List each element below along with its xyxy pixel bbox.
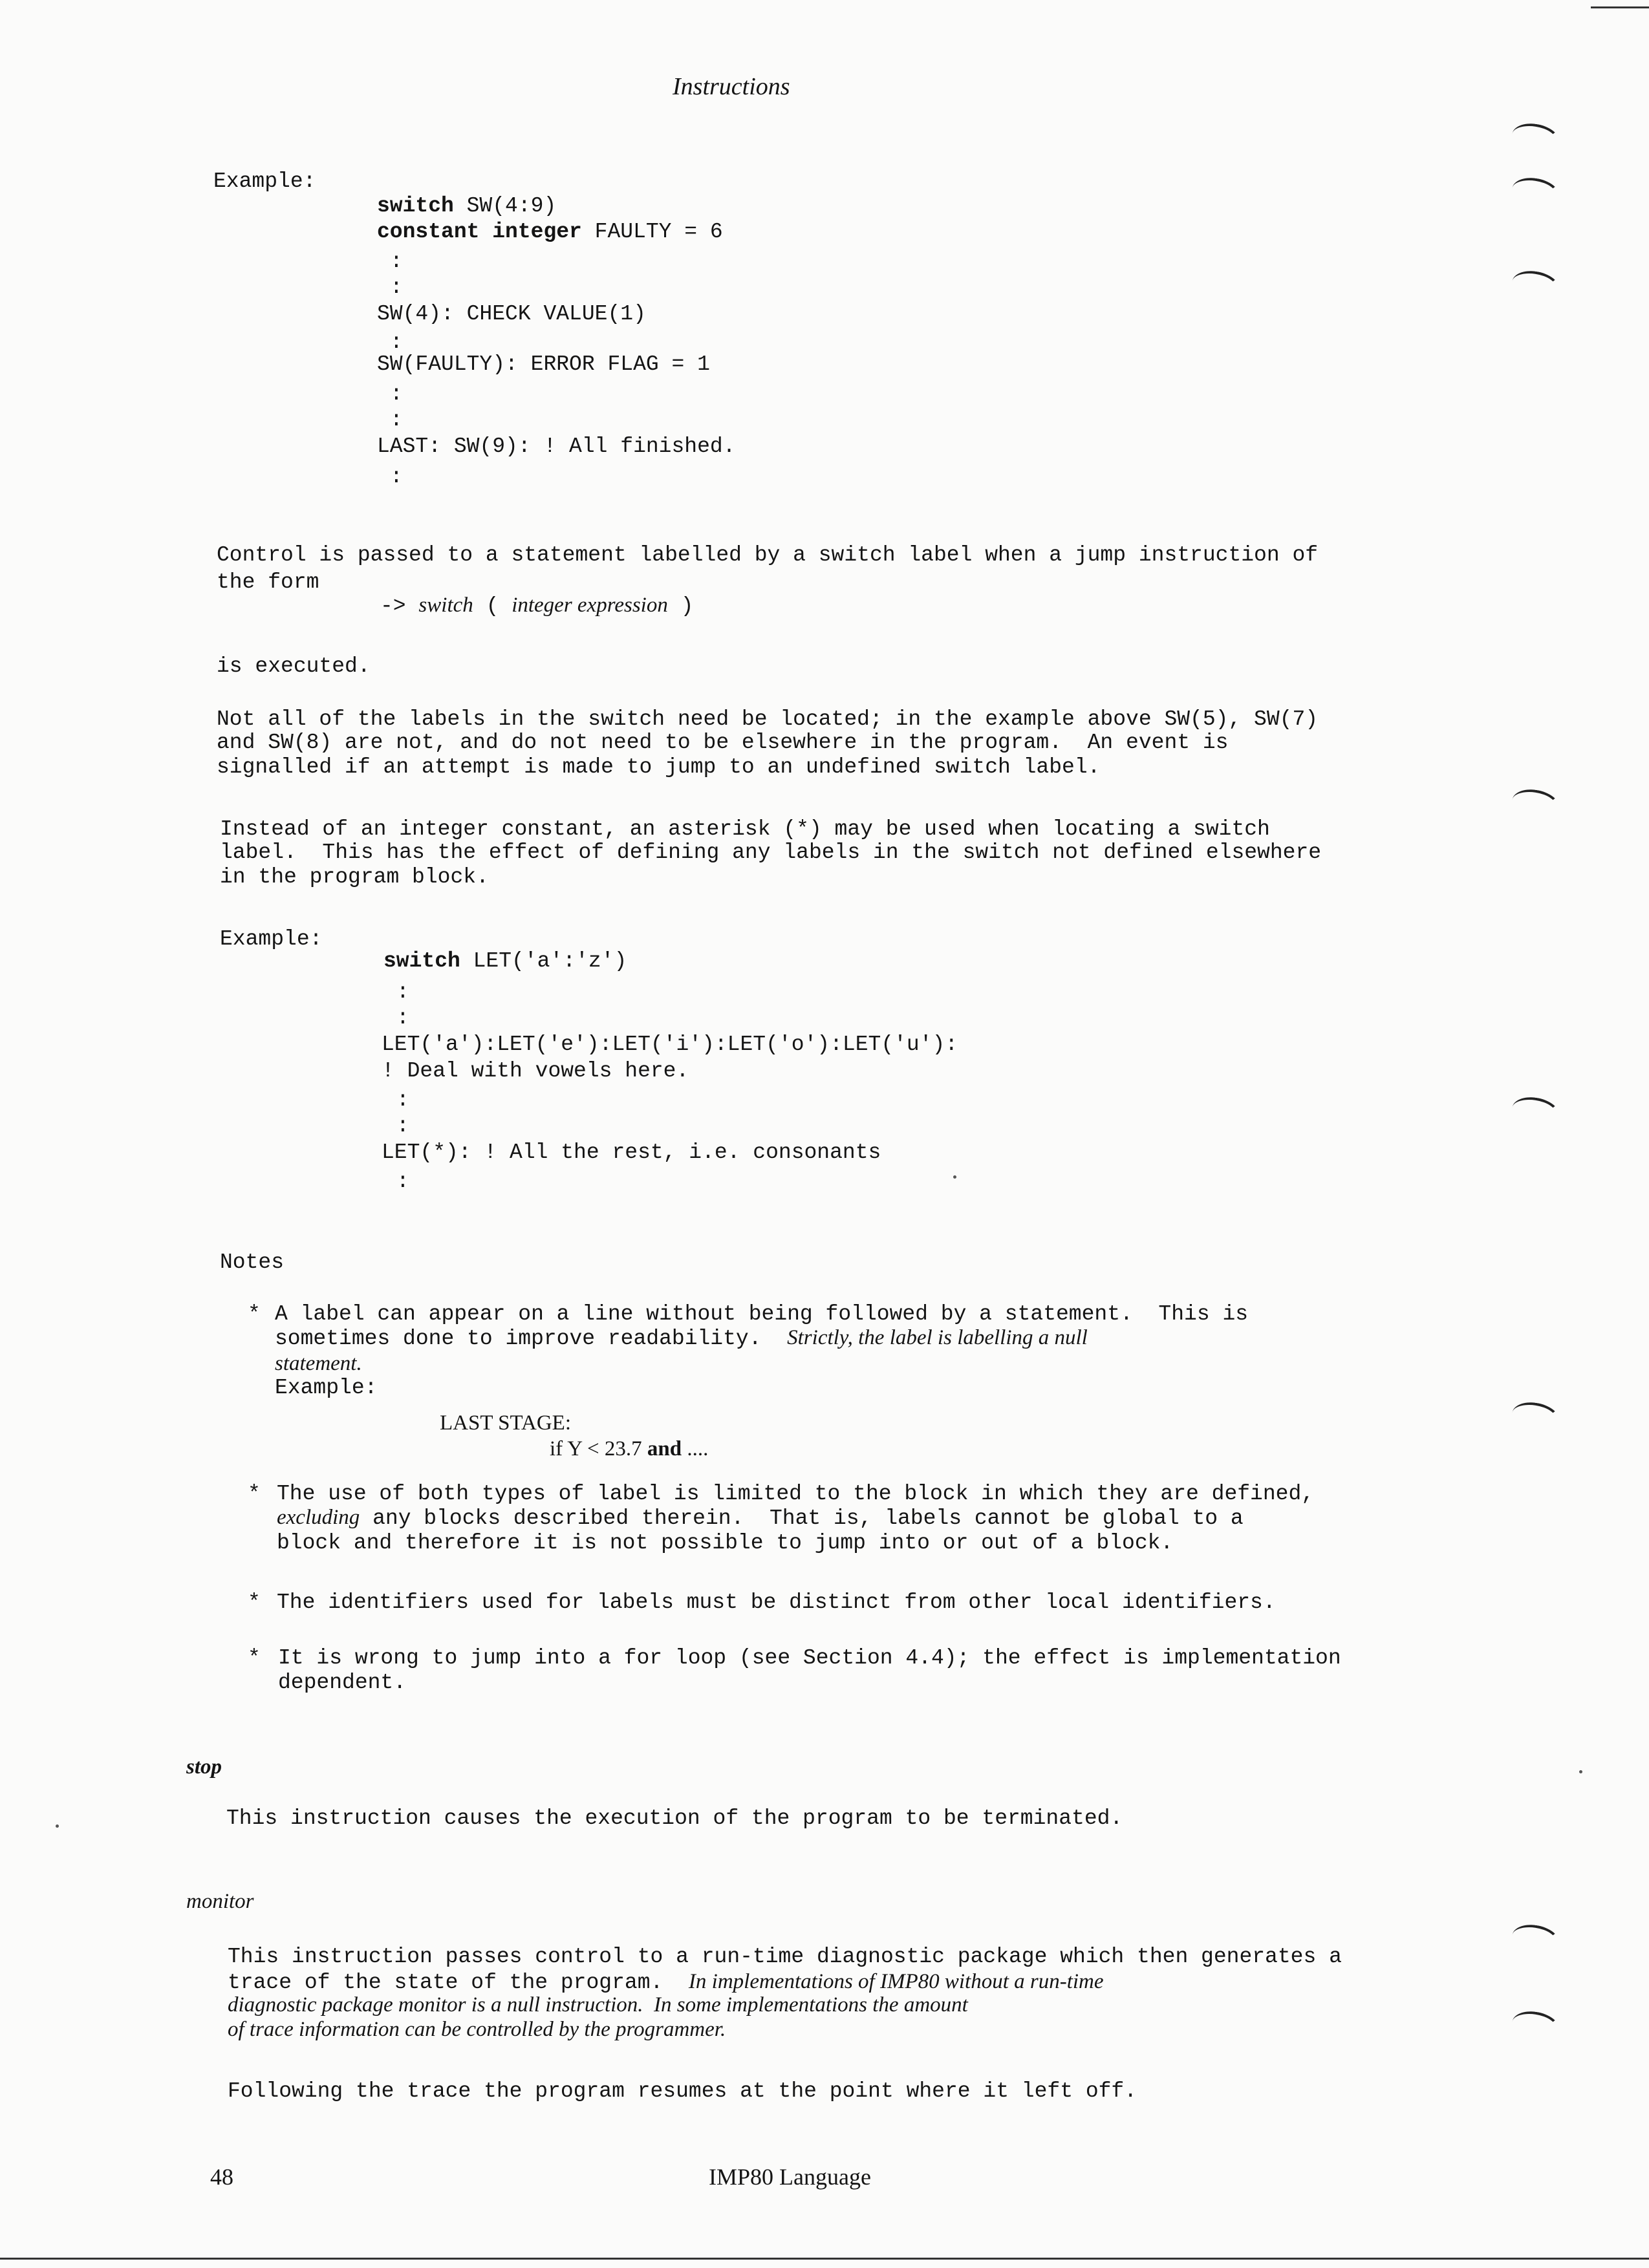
code-text: FAULTY = 6 bbox=[581, 220, 723, 244]
scan-speck bbox=[1579, 1770, 1582, 1773]
note-line: dependent. bbox=[278, 1671, 407, 1695]
keyword: switch bbox=[377, 194, 454, 218]
ellipsis-colon: : bbox=[390, 382, 403, 406]
section-italic: diagnostic package monitor is a null instruction. In some implementations the amount bbox=[228, 1993, 968, 2017]
ellipsis-colon: : bbox=[396, 1170, 409, 1193]
keyword: constant integer bbox=[377, 220, 582, 244]
note-line: block and therefore it is not possible to jump into or out of a block. bbox=[277, 1531, 1174, 1555]
syntax-expression: integer expression bbox=[512, 594, 668, 617]
binder-hole-mark bbox=[1510, 2009, 1561, 2044]
ellipsis-colon: : bbox=[390, 465, 403, 489]
page-header: Instructions bbox=[673, 73, 790, 100]
keyword: if bbox=[550, 1437, 563, 1460]
note-text: any blocks described therein. That is, labels cannot be global to a bbox=[360, 1506, 1244, 1530]
binder-hole-mark bbox=[1510, 121, 1561, 156]
code-line bbox=[383, 948, 627, 975]
code-line bbox=[550, 1435, 708, 1462]
note-line bbox=[277, 1504, 1244, 1532]
binder-hole-mark bbox=[1510, 175, 1561, 210]
code-line bbox=[377, 193, 556, 220]
code-line: LET('a'):LET('e'):LET('i'):LET('o'):LET('u'): bbox=[382, 1032, 958, 1056]
note-italic: statement. bbox=[275, 1352, 362, 1375]
section-text: This instruction causes the execution of the program to be terminated. bbox=[226, 1806, 1123, 1830]
jump-arrow: -> bbox=[380, 594, 406, 618]
paragraph-line: the form bbox=[217, 570, 319, 594]
code-line: LET(*): ! All the rest, i.e. consonants bbox=[382, 1140, 881, 1164]
paragraph-line: and SW(8) are not, and do not need to be elsewhere in the program. An event is bbox=[217, 731, 1229, 754]
note-italic: Strictly, the label is labelling a null bbox=[787, 1326, 1088, 1349]
scan-edge-line bbox=[1591, 6, 1649, 8]
example-label: Example: bbox=[220, 927, 323, 951]
code-text: Y < 23.7 bbox=[563, 1437, 647, 1460]
syntax-switch: switch bbox=[418, 594, 473, 617]
note-line: It is wrong to jump into a for loop (see Section 4.4); the effect is implementation bbox=[278, 1646, 1341, 1670]
note-line: The identifiers used for labels must be distinct from other local identifiers. bbox=[277, 1590, 1276, 1614]
keyword: switch bbox=[383, 949, 460, 973]
ellipsis-colon: : bbox=[390, 330, 403, 354]
code-text: LET('a':'z') bbox=[460, 949, 627, 973]
footer-title: IMP80 Language bbox=[709, 2164, 871, 2190]
scan-speck bbox=[56, 1824, 59, 1828]
example-label: Example: bbox=[213, 169, 316, 193]
code-line bbox=[377, 219, 723, 246]
scan-edge-line bbox=[0, 2258, 1649, 2260]
binder-hole-mark bbox=[1510, 787, 1561, 822]
code-line: LAST STAGE: bbox=[440, 1411, 572, 1435]
code-text: SW(4:9) bbox=[453, 194, 557, 218]
ellipsis-colon: : bbox=[396, 980, 409, 1004]
binder-hole-mark bbox=[1510, 1400, 1561, 1435]
code-line: SW(4): CHECK VALUE(1) bbox=[377, 302, 646, 326]
paragraph-line: in the program block. bbox=[220, 865, 489, 889]
section-italic: of trace information can be controlled by the programmer. bbox=[228, 2018, 726, 2041]
section-text: Following the trace the program resumes at the point where it left off. bbox=[228, 2079, 1137, 2103]
section-heading-stop: stop bbox=[186, 1755, 222, 1779]
note-line: A label can appear on a line without being followed by a statement. This is bbox=[275, 1302, 1249, 1326]
bullet: * bbox=[248, 1590, 261, 1614]
section-plain: trace of the state of the program. bbox=[228, 1971, 663, 1995]
ellipsis-colon: : bbox=[396, 1088, 409, 1112]
keyword: and bbox=[647, 1437, 682, 1460]
binder-hole-mark bbox=[1510, 1922, 1561, 1957]
syntax-paren: ( bbox=[486, 594, 499, 618]
code-line: SW(FAULTY): ERROR FLAG = 1 bbox=[377, 352, 710, 376]
binder-hole-mark bbox=[1510, 268, 1561, 303]
paragraph-line: is executed. bbox=[217, 654, 371, 678]
note-line: The use of both types of label is limited to the block in which they are defined, bbox=[277, 1482, 1315, 1506]
page-number: 48 bbox=[210, 2164, 233, 2190]
syntax-form bbox=[380, 592, 693, 620]
notes-heading: Notes bbox=[220, 1250, 285, 1274]
ellipsis-colon: : bbox=[390, 250, 403, 273]
bullet: * bbox=[248, 1482, 261, 1506]
paragraph-line: signalled if an attempt is made to jump to an undefined switch label. bbox=[217, 755, 1101, 779]
paragraph-line: Control is passed to a statement labelled by a switch label when a jump instruction of bbox=[217, 543, 1319, 567]
paragraph-line: Not all of the labels in the switch need be located; in the example above SW(5), SW(7) bbox=[217, 707, 1319, 731]
scan-speck bbox=[953, 1175, 956, 1179]
syntax-paren: ) bbox=[680, 594, 694, 618]
ellipsis-colon: : bbox=[396, 1006, 409, 1030]
code-text: .... bbox=[682, 1437, 709, 1460]
ellipsis-colon: : bbox=[396, 1114, 409, 1138]
ellipsis-colon: : bbox=[390, 408, 403, 432]
note-italic: excluding bbox=[277, 1506, 360, 1529]
code-line: LAST: SW(9): ! All finished. bbox=[377, 434, 736, 458]
section-italic: In implementations of IMP80 without a run-time bbox=[688, 1970, 1104, 1993]
binder-hole-mark bbox=[1510, 1095, 1561, 1129]
paragraph-line: Instead of an integer constant, an asterisk (*) may be used when locating a switch bbox=[220, 817, 1270, 841]
example-label: Example: bbox=[275, 1376, 378, 1400]
note-line bbox=[275, 1324, 1088, 1353]
bullet: * bbox=[248, 1646, 261, 1670]
paragraph-line: label. This has the effect of defining any labels in the switch not defined elsewhere bbox=[220, 840, 1322, 864]
code-line: ! Deal with vowels here. bbox=[382, 1059, 689, 1083]
note-text: sometimes done to improve readability. bbox=[275, 1327, 762, 1351]
ellipsis-colon: : bbox=[390, 275, 403, 299]
section-text: This instruction passes control to a run-time diagnostic package which then generates a bbox=[228, 1945, 1342, 1969]
section-heading-monitor: monitor bbox=[186, 1890, 254, 1913]
bullet: * bbox=[248, 1302, 261, 1326]
